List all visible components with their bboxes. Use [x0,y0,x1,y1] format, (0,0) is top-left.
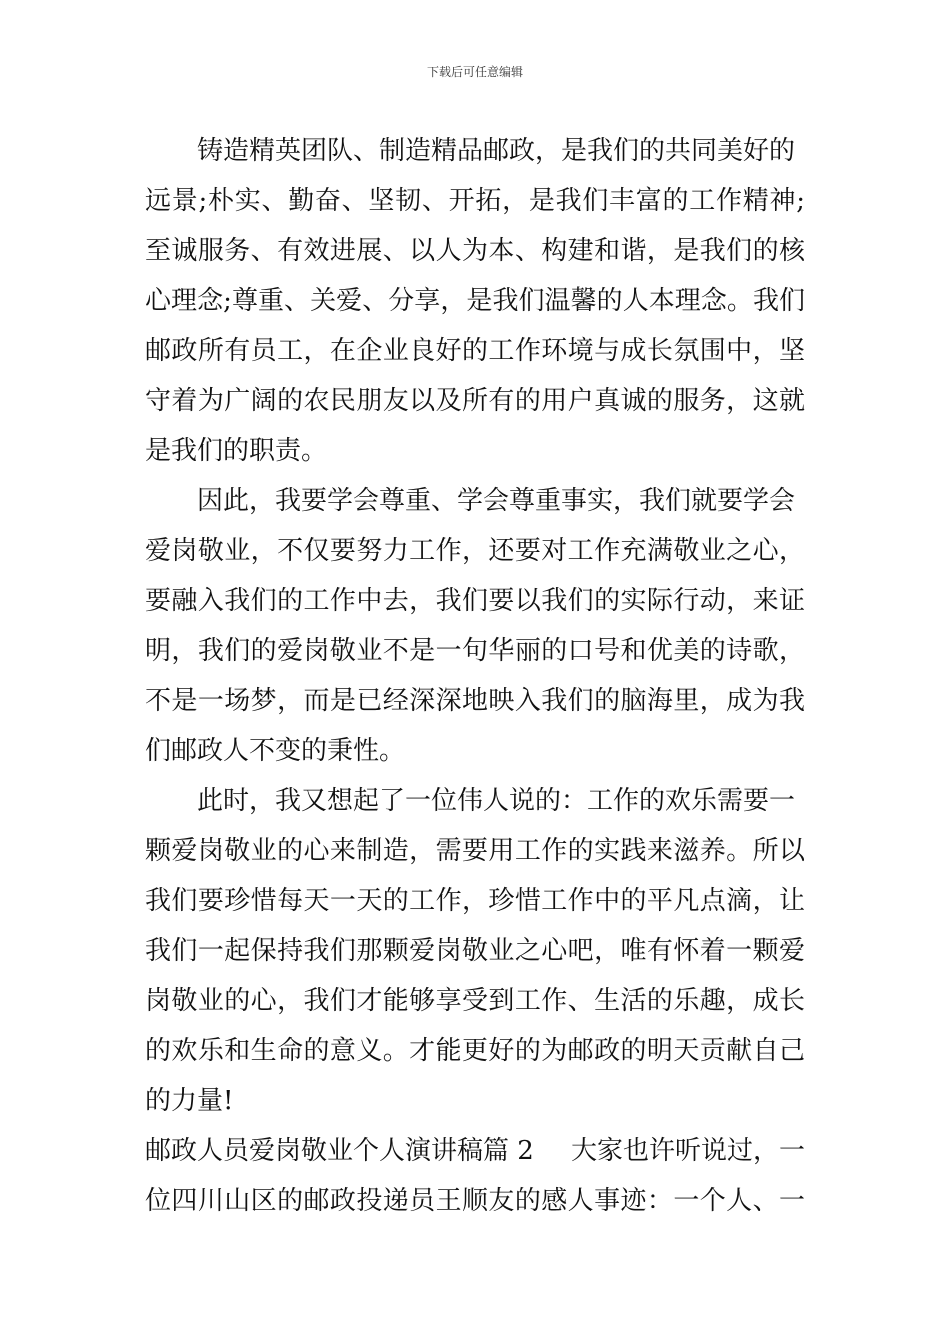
section-first-line: 大家也许听说过，一 [570,1136,805,1166]
text-line: 我们一起保持我们那颗爱岗敬业之心吧，唯有怀着一颗爱 [145,936,805,966]
text-line: 明，我们的爱岗敬业不是一句华丽的口号和优美的诗歌， [145,636,805,666]
text-line: 的欢乐和生命的意义。才能更好的为邮政的明天贡献自己 [145,1036,805,1066]
text-line: 要融入我们的工作中去，我们要以我们的实际行动，来证 [145,586,805,616]
text-line: 们邮政人不变的秉性。 [145,736,406,766]
text-line: 此时，我又想起了一位伟人说的：工作的欢乐需要一 [197,786,796,816]
text-line: 守着为广阔的农民朋友以及所有的用户真诚的服务，这就 [145,386,805,416]
text-line: 因此，我要学会尊重、学会尊重事实，我们就要学会 [197,486,796,516]
section-heading-line [145,1126,805,1176]
document-body [145,126,805,1226]
text-line: 爱岗敬业，不仅要努力工作，还要对工作充满敬业之心， [145,536,805,566]
text-line: 是我们的职责。 [145,436,328,466]
text-line: 心理念;尊重、关爱、分享，是我们温馨的人本理念。我们 [145,286,805,316]
section-title: 邮政人员爱岗敬业个人演讲稿篇 2 [145,1136,534,1166]
text-line: 岗敬业的心，我们才能够享受到工作、生活的乐趣，成长 [145,986,805,1016]
text-line: 的力量! [145,1086,234,1116]
text-line: 位四川山区的邮政投递员王顺友的感人事迹：一个人、一 [145,1186,805,1216]
page-header: 下载后可任意编辑 [426,65,523,79]
text-line: 我们要珍惜每天一天的工作，珍惜工作中的平凡点滴，让 [145,886,805,916]
text-line: 邮政所有员工，在企业良好的工作环境与成长氛围中，坚 [145,336,805,366]
paragraph [145,776,805,1126]
section [145,1126,805,1226]
text-line: 铸造精英团队、制造精品邮政，是我们的共同美好的 [197,136,796,166]
paragraph [145,476,805,776]
text-line: 不是一场梦，而是已经深深地映入我们的脑海里，成为我 [145,686,805,716]
text-line: 颗爱岗敬业的心来制造，需要用工作的实践来滋养。所以 [145,836,805,866]
text-line: 远景;朴实、勤奋、坚韧、开拓，是我们丰富的工作精神; [145,186,805,216]
text-line: 至诚服务、有效进展、以人为本、构建和谐，是我们的核 [145,236,805,266]
paragraph [145,126,805,476]
